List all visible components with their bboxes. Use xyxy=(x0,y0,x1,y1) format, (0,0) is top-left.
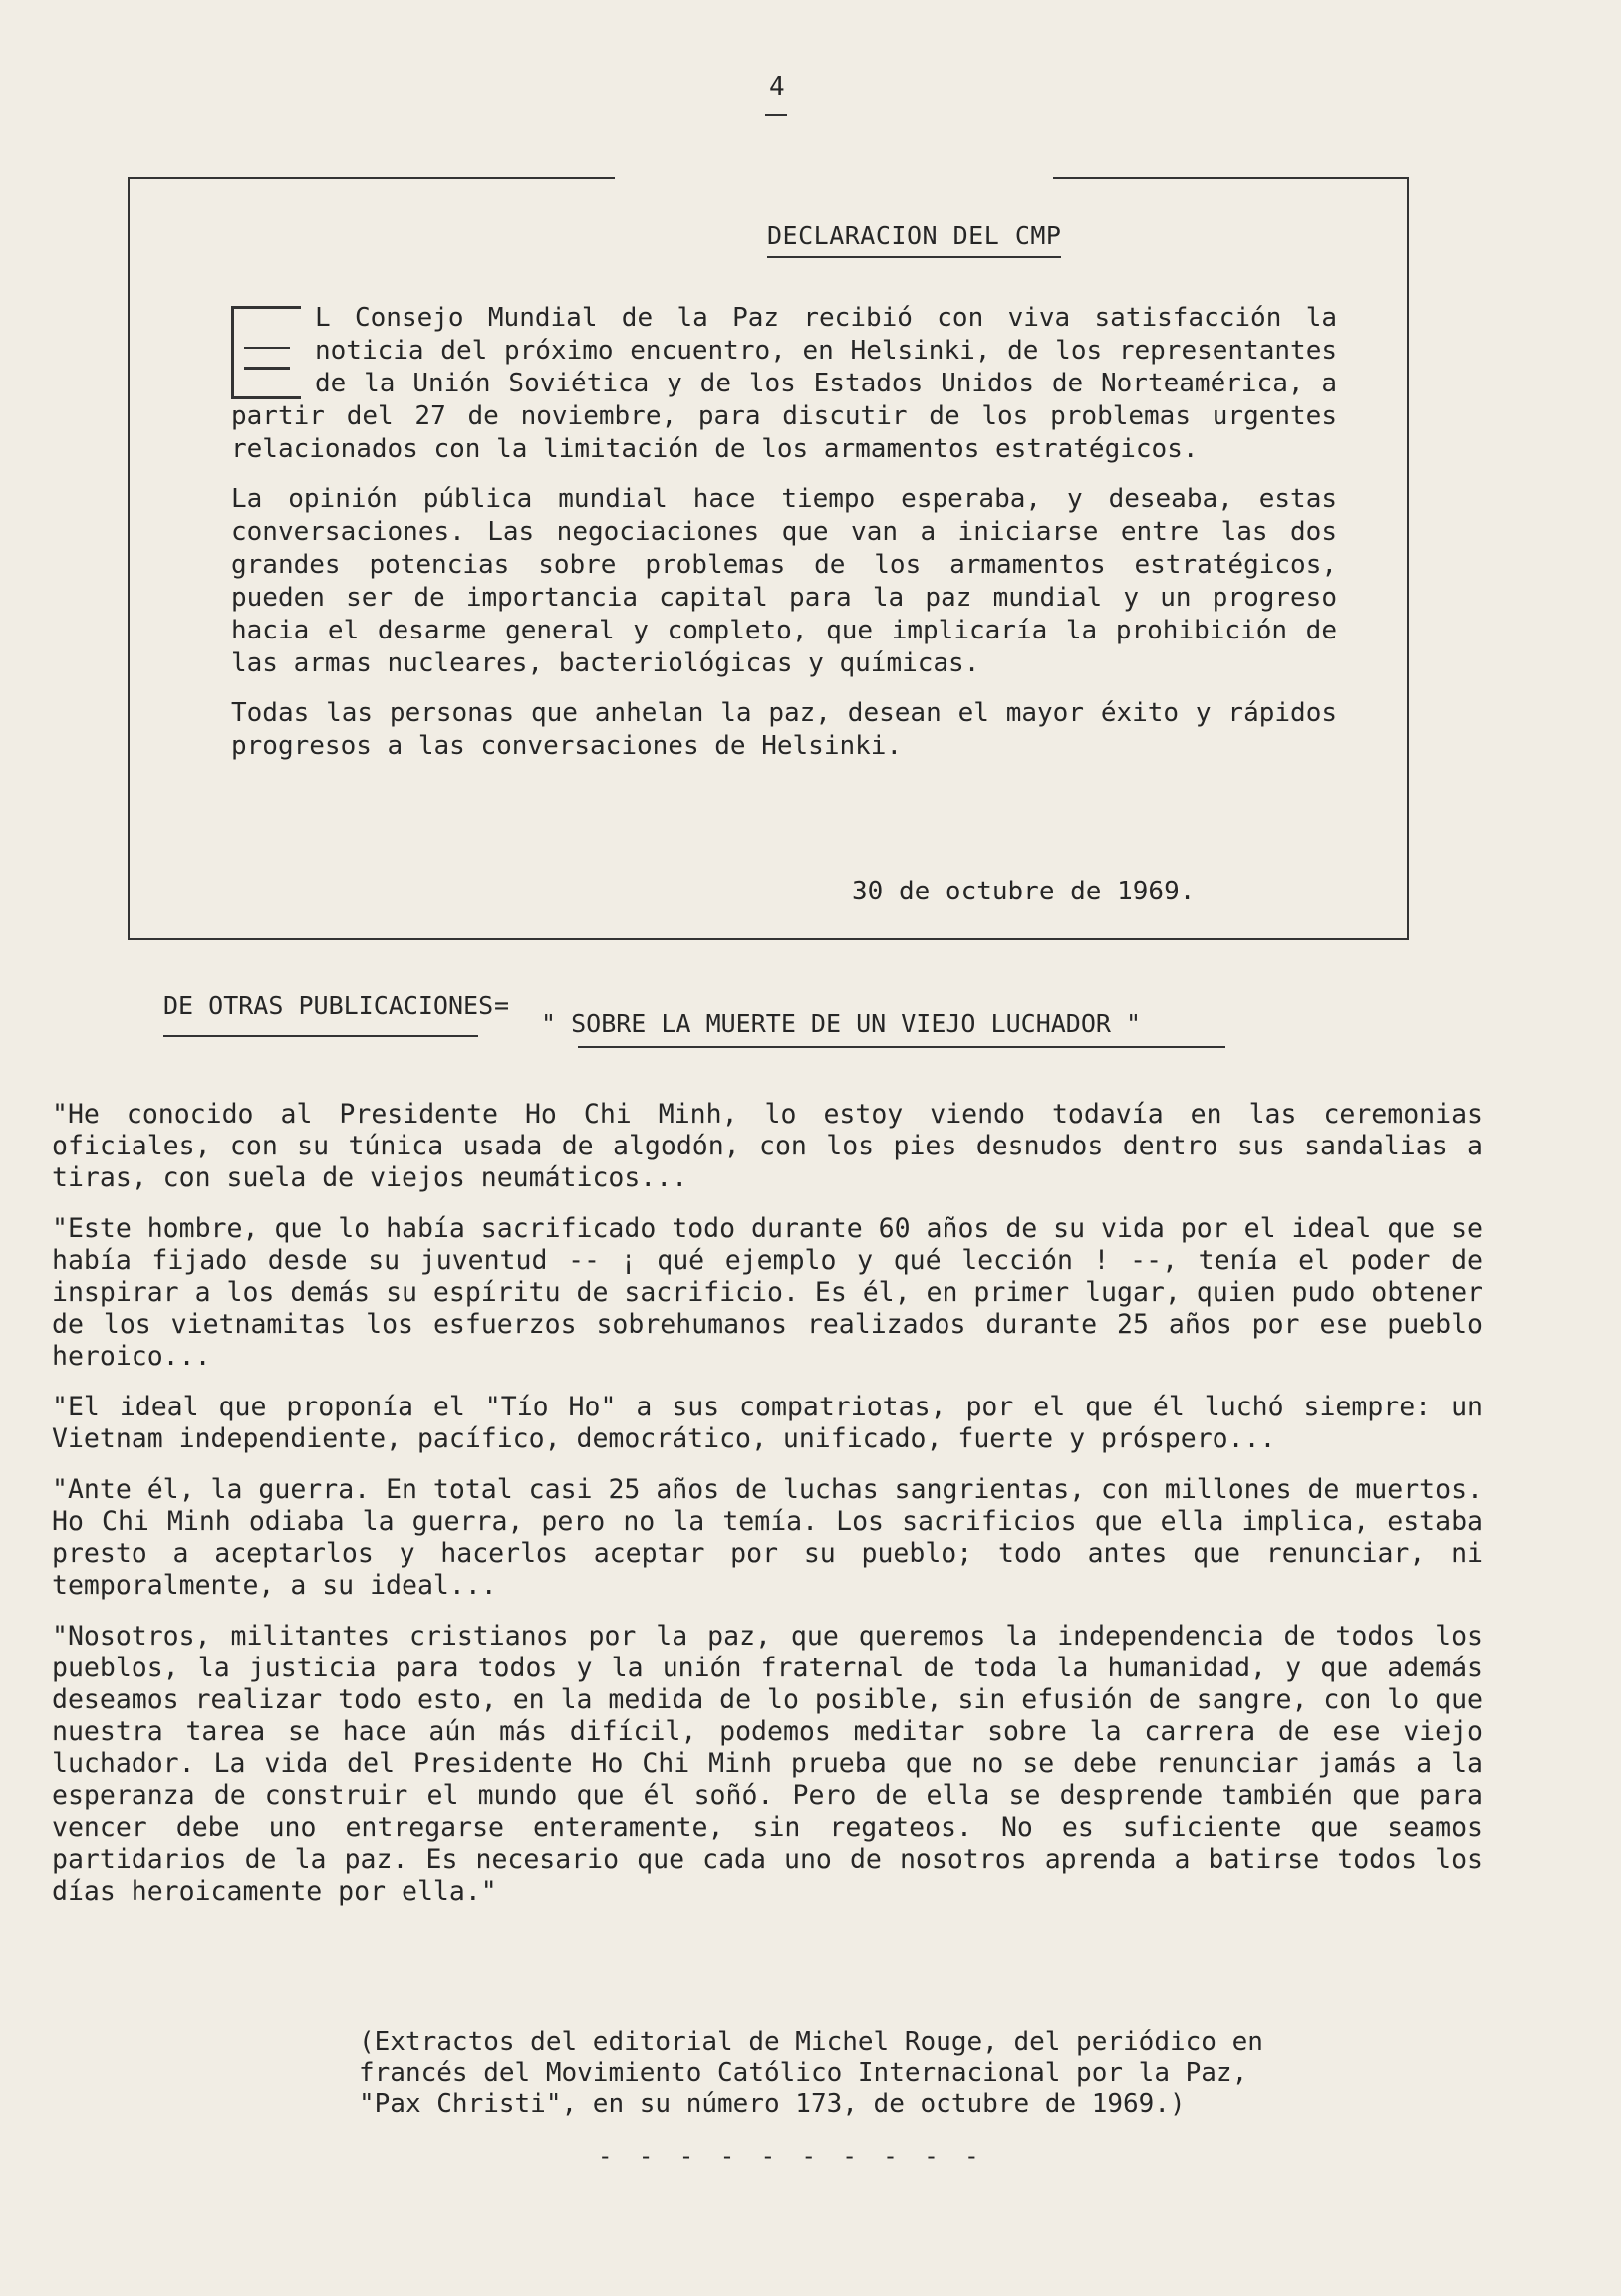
declaration-title: DECLARACION DEL CMP xyxy=(767,221,1061,258)
declaration-paragraph-2: La opinión pública mundial hace tiempo esperaba, y deseaba, estas conversaciones. Las negociaciones que van a iniciarse entre las dos grandes potencias sobre problemas de los armamentos estratégicos, pueden ser de importancia capital para la paz mundial y un progreso hacia el desarme general y completo, que implicaría la prohibición de las armas nucleares, bacteriológicas y químicas. xyxy=(231,484,1337,678)
source-line-1: (Extractos del editorial de Michel Rouge, del periódico en xyxy=(359,2027,1263,2057)
dropcap-e-icon xyxy=(231,306,301,399)
end-mark: - - - - - - - - - - xyxy=(598,2142,985,2169)
article-title-underline xyxy=(578,1046,1225,1048)
article-paragraph-5: "Nosotros, militantes cristianos por la paz, que queremos la independencia de todos los pueblos, la justicia para todos y la unión fraternal de toda la humanidad, y que además deseamos realizar todo esto, en la medida de lo posible, sin efusión de sangre, con lo que nuestra tarea se hace aún más difícil, podemos meditar sobre la carrera de ese viejo luchador. La vida del Presidente Ho Chi Minh prueba que no se debe renunciar jamás a la esperanza de construir el mundo que él soñó. Pero de ella se desprende también que para vencer debe uno entregarse enteramente, sin regateos. No es suficiente que seamos partidarios de la paz. Es necesario que cada uno de nosotros aprenda a batirse todos los días heroicamente por ella." xyxy=(52,1621,1483,1907)
article-paragraph-4: "Ante él, la guerra. En total casi 25 años de luchas sangrientas, con millones de muertos. Ho Chi Minh odiaba la guerra, pero no la temía. Los sacrificios que ella implica, estaba presto a aceptarlos y hacerlos aceptar por su pueblo; todo antes que renunciar, ni temporalmente, a su ideal... xyxy=(52,1474,1483,1601)
declaration-paragraph-3: Todas las personas que anhelan la paz, desean el mayor éxito y rápidos progresos a las conversaciones de Helsinki. xyxy=(231,698,1337,761)
page-number: 4 xyxy=(769,72,785,102)
section-underline xyxy=(163,1035,478,1037)
declaration-body xyxy=(231,302,1337,780)
declaration-date: 30 de octubre de 1969. xyxy=(852,877,1196,906)
article-body xyxy=(52,1099,1483,1926)
section-separator: = xyxy=(494,991,510,1020)
section-label: DE OTRAS PUBLICACIONES xyxy=(163,991,494,1020)
article-source xyxy=(359,2027,1375,2120)
article-paragraph-3: "El ideal que proponía el "Tío Ho" a sus compatriotas, por el que él luchó siempre: un Vietnam independiente, pacífico, democrático, unificado, fuerte y próspero... xyxy=(52,1392,1483,1454)
declaration-box-gap xyxy=(615,175,1053,183)
page-number-dash xyxy=(765,114,787,116)
source-line-2: francés del Movimiento Católico Internacional por la Paz, xyxy=(359,2058,1248,2088)
source-line-3: "Pax Christi", en su número 173, de octubre de 1969.) xyxy=(359,2089,1186,2119)
declaration-paragraph-1: L Consejo Mundial de la Paz recibió con viva satisfacción la noticia del próximo encuentro, en Helsinki, de los representantes de la Unión Soviética y de los Estados Unidos de Norteamérica, a partir del 27 de noviembre, para discutir de los problemas urgentes relacionados con la limitación de los armamentos estratégicos. xyxy=(231,303,1337,464)
article-paragraph-2: "Este hombre, que lo había sacrificado todo durante 60 años de su vida por el ideal que se había fijado desde su juventud -- ¡ qué ejemplo y qué lección ! --, tenía el poder de inspirar a los demás su espíritu de sacrificio. Es él, en primer lugar, quien pudo obtener de los vietnamitas los esfuerzos sobrehumanos realizados durante 25 años por ese pueblo heroico... xyxy=(52,1213,1483,1372)
article-paragraph-1: "He conocido al Presidente Ho Chi Minh, lo estoy viendo todavía en las ceremonias oficiales, con su túnica usada de algodón, con los pies desnudos dentro sus sandalias a tiras, con suela de viejos neumáticos... xyxy=(52,1099,1483,1193)
article-title: " SOBRE LA MUERTE DE UN VIEJO LUCHADOR " xyxy=(541,1009,1142,1038)
